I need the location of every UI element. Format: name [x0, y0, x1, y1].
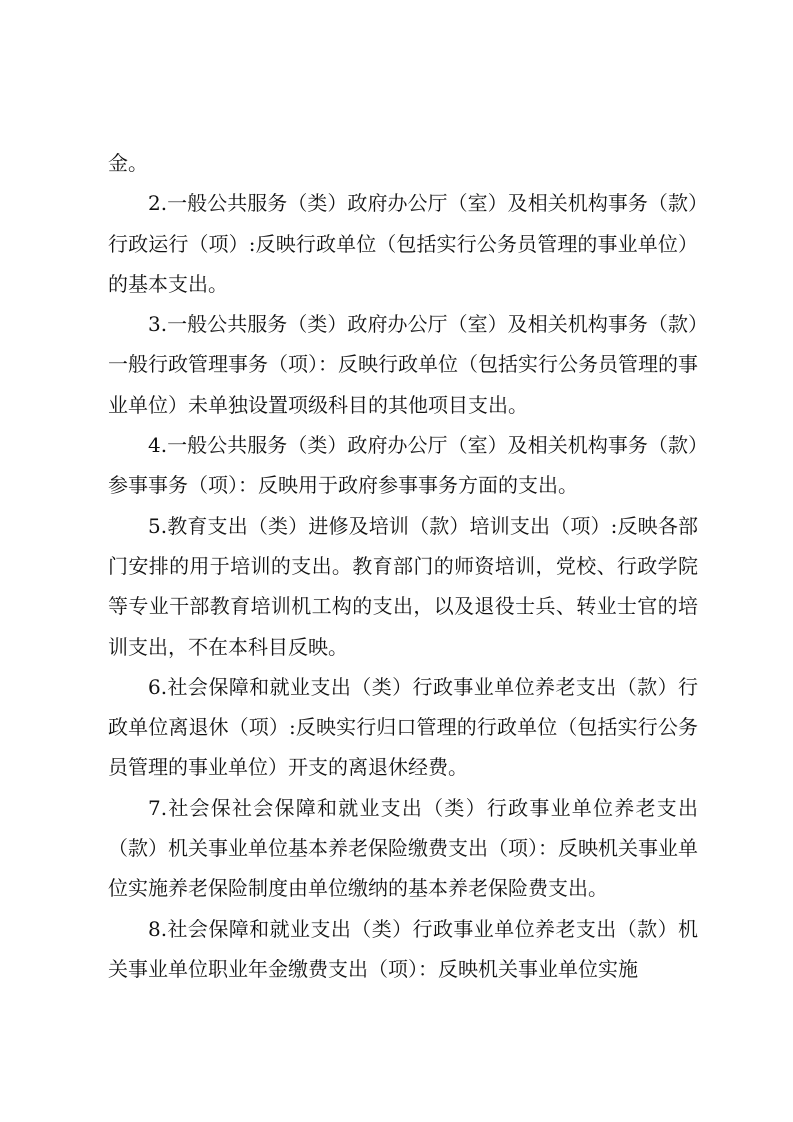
- paragraph-item-6: 6.社会保障和就业支出（类）行政事业单位养老支出（款）行政单位离退休（项）:反映实行归口管理的行政单位（包括实行公务员管理的事业单位）开支的离退休经费。: [108, 674, 698, 780]
- paragraph-continuation: 金。: [108, 151, 148, 175]
- paragraph-item-8: 8.社会保障和就业支出（类）行政事业单位养老支出（款）机关事业单位职业年金缴费支出（项）：反映机关事业单位实施: [108, 916, 698, 981]
- paragraph-item-7: 7.社会保社会保障和就业支出（类）行政事业单位养老支出（款）机关事业单位基本养老保险缴费支出（项）：反映机关事业单位实施养老保险制度由单位缴纳的基本养老保险费支出。: [108, 795, 698, 901]
- paragraph-item-2: 2.一般公共服务（类）政府办公厅（室）及相关机构事务（款）行政运行（项）:反映行政单位（包括实行公务员管理的事业单位）的基本支出。: [108, 191, 698, 296]
- paragraph-item-3: 3.一般公共服务（类）政府办公厅（室）及相关机构事务（款）一般行政管理事务（项）：反映行政单位（包括实行公务员管理的事业单位）未单独设置项级科目的其他项目支出。: [108, 312, 698, 417]
- paragraph-item-5: 5.教育支出（类）进修及培训（款）培训支出（项）:反映各部门安排的用于培训的支出。教育部门的师资培训，党校、行政学院等专业干部教育培训机工构的支出，以及退役士兵、转业士官的培训支出，不在本科目反映。: [108, 513, 698, 659]
- document-body: [108, 143, 698, 989]
- paragraph-item-4: 4.一般公共服务（类）政府办公厅（室）及相关机构事务（款）参事事务（项）：反映用于政府参事事务方面的支出。: [108, 433, 698, 498]
